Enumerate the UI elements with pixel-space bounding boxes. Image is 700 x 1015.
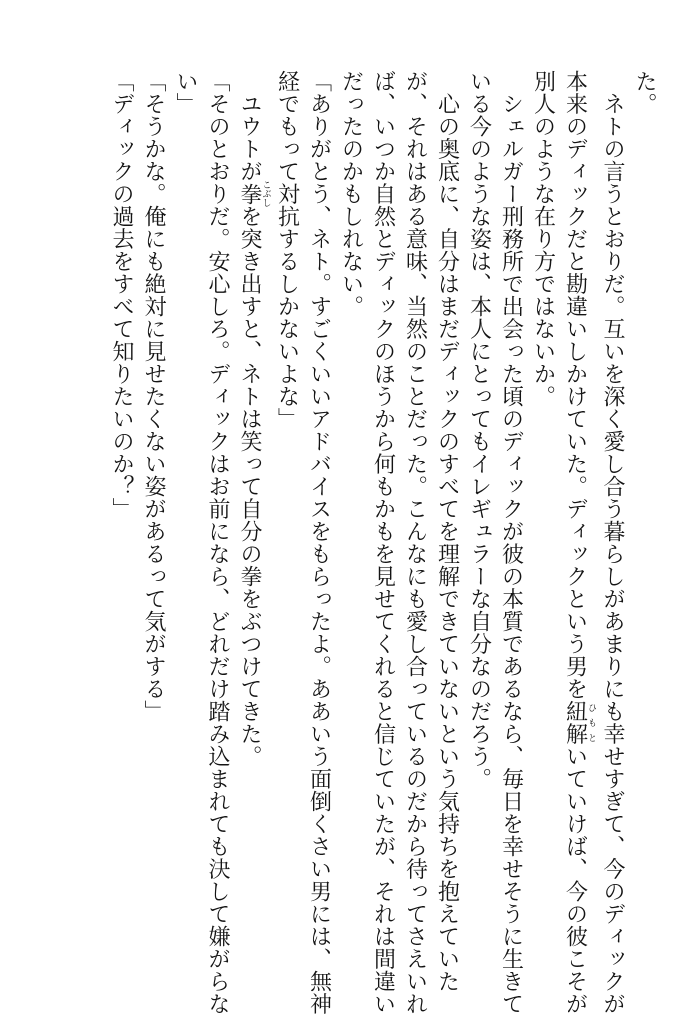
vertical-text-body	[105, 70, 660, 1015]
ruby-reading: ひもと	[586, 700, 596, 745]
text-line-16: 「そうかな。俺にも絶対に見せたくない姿があるって気がする」	[141, 70, 166, 723]
text-line-5: シェルガー刑務所で出会った頃のディックが彼の本質であるなら、毎日を幸せそうに生きて	[498, 70, 524, 1015]
text-line-4: 別人のような在り方ではないか。	[530, 70, 556, 408]
ruby-base: 紐解	[562, 700, 588, 745]
text-segment: 本来のディックだと勘違いしかけていた。ディックという男を	[562, 70, 588, 700]
text-line-10: だったのかもしれない。	[338, 70, 364, 318]
ruby-reading: こぶし	[260, 180, 271, 208]
text-line-12: 経でもって対抗するしかないよな」	[274, 70, 300, 430]
text-line-11: 「ありがとう、ネト。すごくいいアドバイスをもらったよ。ああいう面倒くさい男には、無神	[306, 70, 332, 1015]
text-line-9: ば、いつか自然とディックのほうから何もかもを見せてくれると信じていたが、それは間違い	[370, 70, 396, 1015]
text-line-8: が、それはある意味、当然のことだった。こんなにも愛し合っているのだから待ってさえいれ	[402, 70, 428, 1015]
text-line-3	[559, 70, 597, 1015]
text-line-6: いる今のような姿は、本人にとってもイレギュラーな自分なのだろう。	[466, 70, 492, 790]
text-segment: いていけば、今の彼こそが	[562, 745, 588, 1015]
text-line-7: 心の奥底に、自分はまだディックのすべてを理解できていないという気持ちを抱えていた	[434, 70, 460, 993]
text-line-14: 「そのとおりだ。安心しろ。ディックはお前になら、どれだけ踏み込まれても決して嫌がらな	[205, 70, 230, 1015]
ruby-kobushi	[237, 180, 271, 208]
ruby-hitoto	[562, 700, 596, 745]
ruby-base: 拳	[237, 180, 262, 208]
text-line-17: 「ディックの過去をすべて知りたいのか？」	[109, 70, 134, 520]
text-line-2: ネトの言うとおりだ。互いを深く愛し合う暮らしがあまりにも幸せすぎて、今のディックが	[600, 70, 625, 1015]
text-segment: を突き出すと、ネトは笑って自分の拳をぶつけてきた。	[237, 205, 262, 768]
text-line-1: た。	[632, 70, 657, 115]
text-segment: ユウトが	[237, 70, 262, 183]
text-line-13	[233, 70, 271, 970]
text-line-15: い」	[173, 70, 198, 115]
